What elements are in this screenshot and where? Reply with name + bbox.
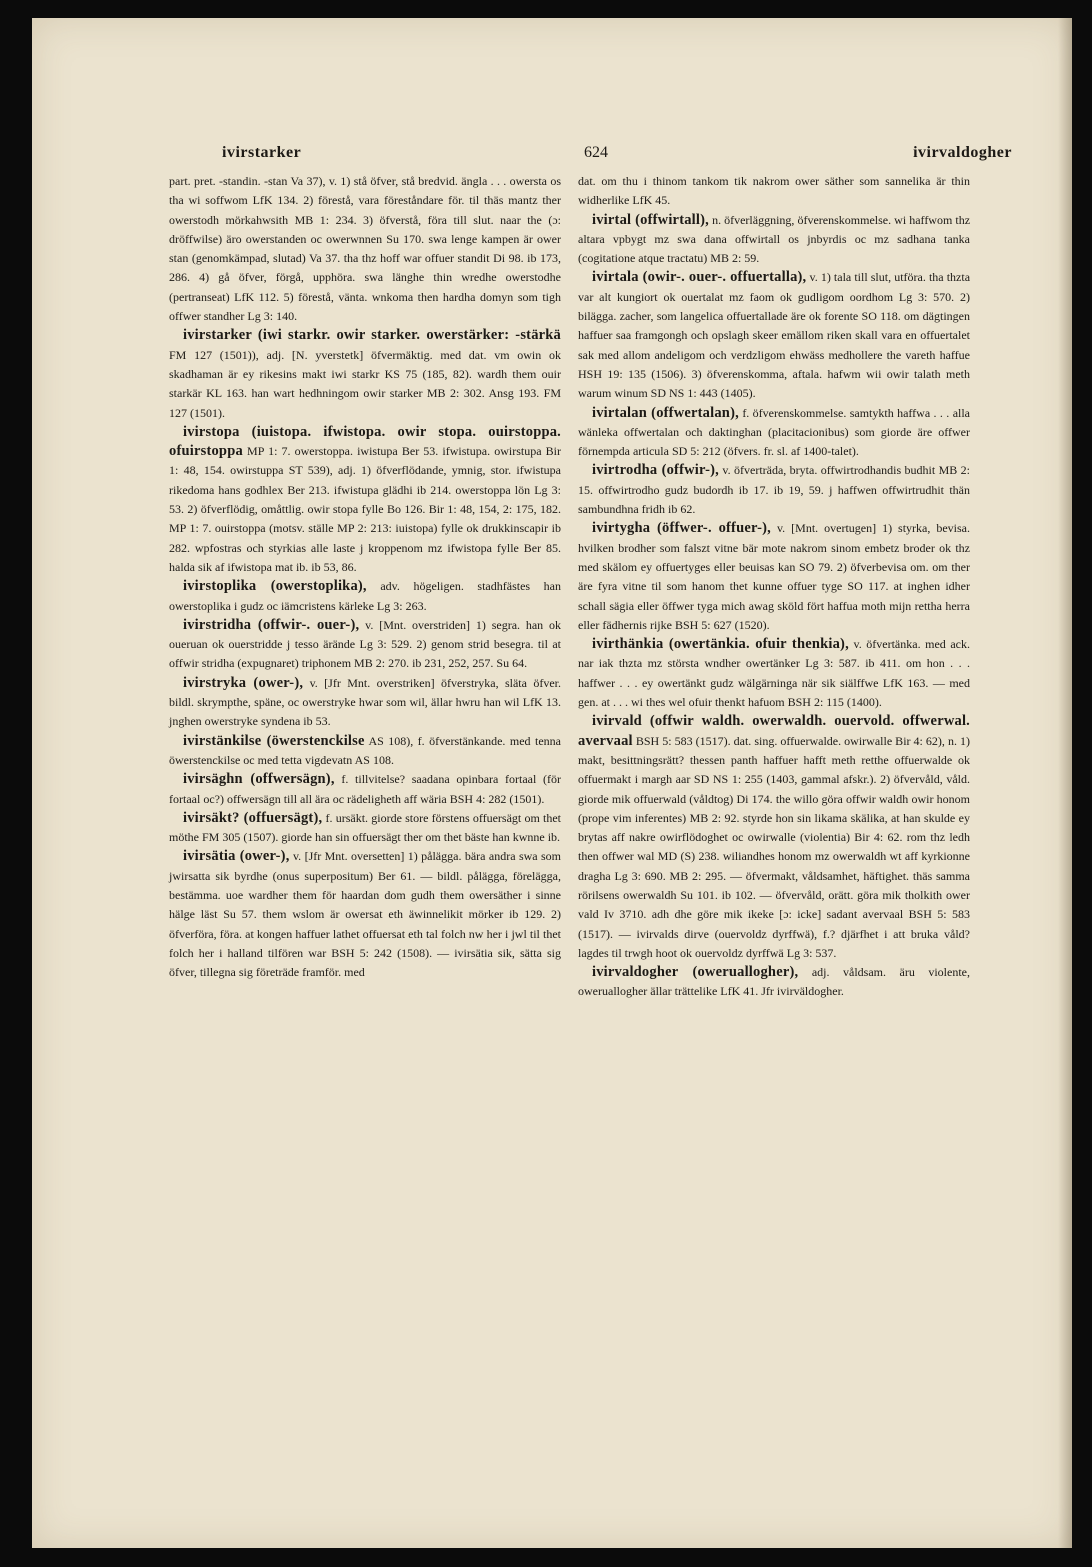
dictionary-entry — [169, 732, 561, 771]
dictionary-entry — [169, 674, 561, 732]
entry-text: dat. om thu i thinom tankom tik nakrom ower säther som sannelika är thin widherlike LfK 45. — [578, 174, 970, 208]
entry-headword: ivirstopa (iuistopa. ifwistopa. owir stopa. ouirstoppa. ofuirstoppa — [169, 423, 561, 460]
entry-headword: ivirstänkilse (öwerstenckilse — [183, 732, 365, 749]
entry-headword: ivirvaldogher (oweruallogher), — [592, 964, 799, 981]
entry-headword: ivirstridha (offwir-. ouer-), — [183, 616, 360, 633]
entry-headword: ivirsätia (ower-), — [183, 848, 290, 865]
dictionary-entry — [169, 172, 561, 326]
entry-headword: ivirtal (offwirtall), — [592, 211, 709, 228]
entry-headword: ivirstryka (ower-), — [183, 674, 304, 691]
right-guide-word: ivirvaldogher — [913, 144, 1012, 161]
page-number: 624 — [584, 144, 608, 161]
entry-text: part. pret. -standin. -stan Va 37), v. 1) stå öfver, stå bredvid. ängla . . . owersta os tha wi soffwom LfK 134. 2) förestå, vara föreståndare för. til thäs mantz ther owerstodh mörkahwsith MB 1: 234. 3) öfverstå, föra till slut. naar the (ɔ: dröffwilse) äro owerstanden oc owerwnnen Su 170. swa lenge kampen är ower stan (genomkämpad, slutad) Va 37. tha thz hoff war offuer standit Di 98. ib 173, 286. 4) gå öfver, förgå, upphöra. swa länghe thin wredhe owerstodhe (pertranseat) LfK 112. 5) förestå, vänta. wnkoma then hardha domyn som tigh offwer standher Lg 3: 140. — [169, 174, 561, 324]
entry-text: v. [Jfr Mnt. oversetten] 1) pålägga. bära andra swa som jwirsatta sik byrdhe (onus superpositum) Ber 61. — bildl. pålägga, förelägga, bestämma. uoe wardher them för haardan dom gudh them owersäther i sinne hälge läst Su 57. them wslom är owersat eth äwinnelikit mörker ib 129. 2) öfverföra, föra. at kongen haffuer lathet offuersat eth tal folch nw her i jwl til thet folch her i halland tilfören war BSH 5: 242 (1508). — ivirsätia sik, sätta sig öfver, tillegna sig företräde framför. med — [169, 849, 562, 980]
entry-text: v. öfvertänka. med ack. nar iak thzta mz största wndher owertänker Lg 3: 587. ib 411. om hon . . . haffwer . . . ey owertänkt gudz wälgärninga när sik siälffwe LfK 163. — med gen. at . . . wi thes wel ofuir thenkt hafuom BSH 2: 115 (1400). — [578, 637, 971, 710]
page-edge-shadow — [1058, 18, 1072, 1548]
left-column — [169, 172, 561, 982]
dictionary-entry — [169, 847, 561, 982]
dictionary-entry — [169, 616, 561, 674]
entry-text: adj. våldsam. äru violente, oweruallogher ällar trättelike LfK 41. Jfr ivirväldogher. — [578, 965, 970, 999]
entry-text: BSH 5: 583 (1517). dat. sing. offuerwalde. owirwalle Bir 4: 62), n. 1) makt, besittningsrätt? thessen panth haffuer hafft meth retthe offuerwalde ok offuermakt i margh aar SD NS 1: 255 (1403, gammal afskr.). 2) öfvervåld, våld. giorde mik offuerwald (våldtog) Di 174. the willo göra offwir waldh owir honom (prope vim inferentes) MB 2: 92. styrde hon sin likama skälika, at han skulde ey brytas aff nakre owirflödoghet oc owirwalle (violentia) Bir 4: 62. rom thz ledh then offwer wal MD (S) 238. wiliandhes honom mz owerwaldh wt aff kyrkionne dragha Lg 3: 690. MB 2: 295. — öfvermakt, våldsamhet, häftighet. thäs samma rörilsens owerwaldh Su 101. ib 102. — öfvervåld, orätt. göra mik tholkith ower vald Iv 3710. adh dhe göre mik ikeke [ɔ: icke] sadant avervaal BSH 5: 583 (1517). — ivirvalds dirve (ouervoldz dyrffwä), f.? djärfhet i att bruka våld? lagdes til trwgh hoot ok ouervoldz dyrffwä Lg 3: 537. — [578, 733, 971, 960]
entry-text: v. [Jfr Mnt. overstriken] öfverstryka, släta öfver. bildl. skrympthe, späne, oc owerstryke hwar som wil, ällar hwru han wil LfK 13. jnghen owerstryke syndena ib 53. — [169, 675, 562, 729]
dictionary-entry — [169, 809, 561, 848]
entry-headword: ivirtygha (öffwer-. offuer-), — [592, 520, 771, 537]
dictionary-entry — [578, 172, 970, 211]
entry-headword: ivirvald (offwir waldh. owerwaldh. ouervold. offwerwal. avervaal — [578, 713, 970, 749]
entry-text: FM 127 (1501)), adj. [N. yverstetk] öfvermäktig. med dat. vm owin ok skadhaman är ey rikesins makt iwi starkr KS 75 (185, 82). wardh them ouir starkär KL 163. han wart hedhningom owir starker MB 2: 302. Ansg 193. FM 127 (1501). — [169, 347, 561, 420]
dictionary-entry — [169, 423, 561, 577]
entry-text: n. öfverläggning, öfverenskommelse. wi haffwom thz altara vpbygt mz swa dana offwirtall os jnbyrdis oc mz sadhana tanka (cogitatione atque tractatu) MB 2: 59. — [578, 212, 971, 266]
entry-text: v. öfverträda, bryta. offwirtrodhandis budhit MB 2: 15. offwirtrodho gudz budordh ib 17. ib 19, 59. j haffwen offwirtrudhit thän sambundhna fridh ib 62. — [578, 463, 970, 517]
entry-text: AS 108), f. öfverstänkande. med tenna öwerstenckilse oc med tetta vigdevatn AS 108. — [169, 733, 561, 767]
running-header — [222, 144, 1012, 174]
entry-text: f. tillvitelse? saadana opinbara fortaal (för fortaal oc?) offwersägn till all ära oc rädeligheth aff wäria BSH 4: 282 (1501). — [169, 772, 562, 806]
entry-headword: ivirtala (owir-. ouer-. offuertalla), — [592, 269, 807, 286]
dictionary-entry — [578, 268, 970, 403]
entry-text: f. öfverenskommelse. samtykth haffwa . . . alla wänleka offwertalan och daktinghan (placitacionibus) som giorde äre offwer förnempda articula SD 5: 212 (öfvers. fr. sl. af 1400-talet). — [578, 405, 971, 459]
dictionary-entry — [578, 635, 970, 712]
dictionary-entry — [578, 712, 970, 963]
entry-headword: ivirsäkt? (offuersägt), — [183, 809, 323, 826]
entry-headword: ivirsäghn (offwersägn), — [183, 771, 335, 788]
dictionary-entry — [169, 577, 561, 616]
entry-headword: ivirstarker (iwi starkr. owir starker. owerstärker: -stärkä — [183, 327, 561, 344]
entry-headword: ivirstoplika (owerstoplika), — [183, 578, 367, 595]
entry-text: v. 1) tala till slut, utföra. tha thzta var alt kungiort ok ouertalat mz faom ok gudligom oordhom Lg 3: 570. 2) bilägga. zacher, som langelica offuertallade äre ok forente SO 118. om dägtingen haffuer saa framgongh och opslagh skeer emällom riken skall vara en offuertalet sak med allom andeligom och verdzligom ehwäss medhollere the vareth haffue HSH 19: 135 (1506). 3) öfverenskomma, aftala. hafwm wii owir talath meth warum winum SD NS 1: 443 (1405). — [578, 270, 971, 401]
entry-headword: ivirtrodha (offwir-), — [592, 462, 719, 479]
entry-text: v. [Mnt. overtugen] 1) styrka, bevisa. hvilken brodher som falszt vitne bär mote nakrom sinom embetz broder ok thz med skälom ey offuertyges eller beuisas kan SO 79. 2) öfverbevisa om. om ther äre fyra vitne til som hanom thet kunne offuer tyge SO 117. at inghen idher schall sägia eller öffwer tyga mich awag sköld fört haffua moth mijn rettha herra eller fädhernis rijke BSH 5: 627 (1520). — [578, 521, 970, 632]
dictionary-entry — [578, 404, 970, 462]
right-column — [578, 172, 970, 1002]
entry-headword: ivirthänkia (owertänkia. ofuir thenkia), — [592, 636, 849, 653]
dictionary-entry — [578, 519, 970, 635]
dictionary-entry — [169, 770, 561, 809]
entry-text: adv. högeligen. stadhfästes han owerstoplika i gudz oc iämcristens kärleke Lg 3: 263. — [169, 579, 561, 613]
dictionary-entry — [578, 461, 970, 519]
entry-text: MP 1: 7. owerstoppa. iwistupa Ber 53. ifwistupa. owirstupa Bir 1: 48, 154. owirstuppa ST 539), adj. 1) öfverflödande, ymnig, stor. ifwistupa rikedoma hans godhlex Ber 213. ifwistupa glädhi ib 214. owerstoppa lön Lg 3: 53. 2) öfverflödig, omåttlig. owir stopa fylle Bo 126. Bir 1: 48, 154, 2: 175, 182. MP 1: 7. ouirstoppa (motsv. ställe MP 2: 213: iuistopa) fylle ok drukkinscapir ib 282. wpfostras och styrkias alle laste j kroppenom mz ifwistopa fylle Ber 85. halda sik af ifwistopa mat ib. ib 53, 86. — [169, 444, 561, 574]
dictionary-entry — [578, 211, 970, 269]
left-guide-word: ivirstarker — [222, 144, 302, 161]
dictionary-entry — [578, 963, 970, 1002]
entry-text: f. ursäkt. giorde store förstens offuersägt om thet möthe FM 305 (1507). giorde han sin offuersägt ther om thet bäste han kwnne ib. — [169, 810, 561, 845]
entry-headword: ivirtalan (offwertalan), — [592, 404, 739, 421]
entry-text: v. [Mnt. overstriden] 1) segra. han ok oueruan ok ouerstridde j tesso ärände Lg 3: 529. 2) genom strid besegra. til at offwir stridha (expugnaret) triphonem MB 2: 270. ib 231, 252, 257. Su 64. — [169, 617, 562, 671]
dictionary-entry — [169, 326, 561, 422]
